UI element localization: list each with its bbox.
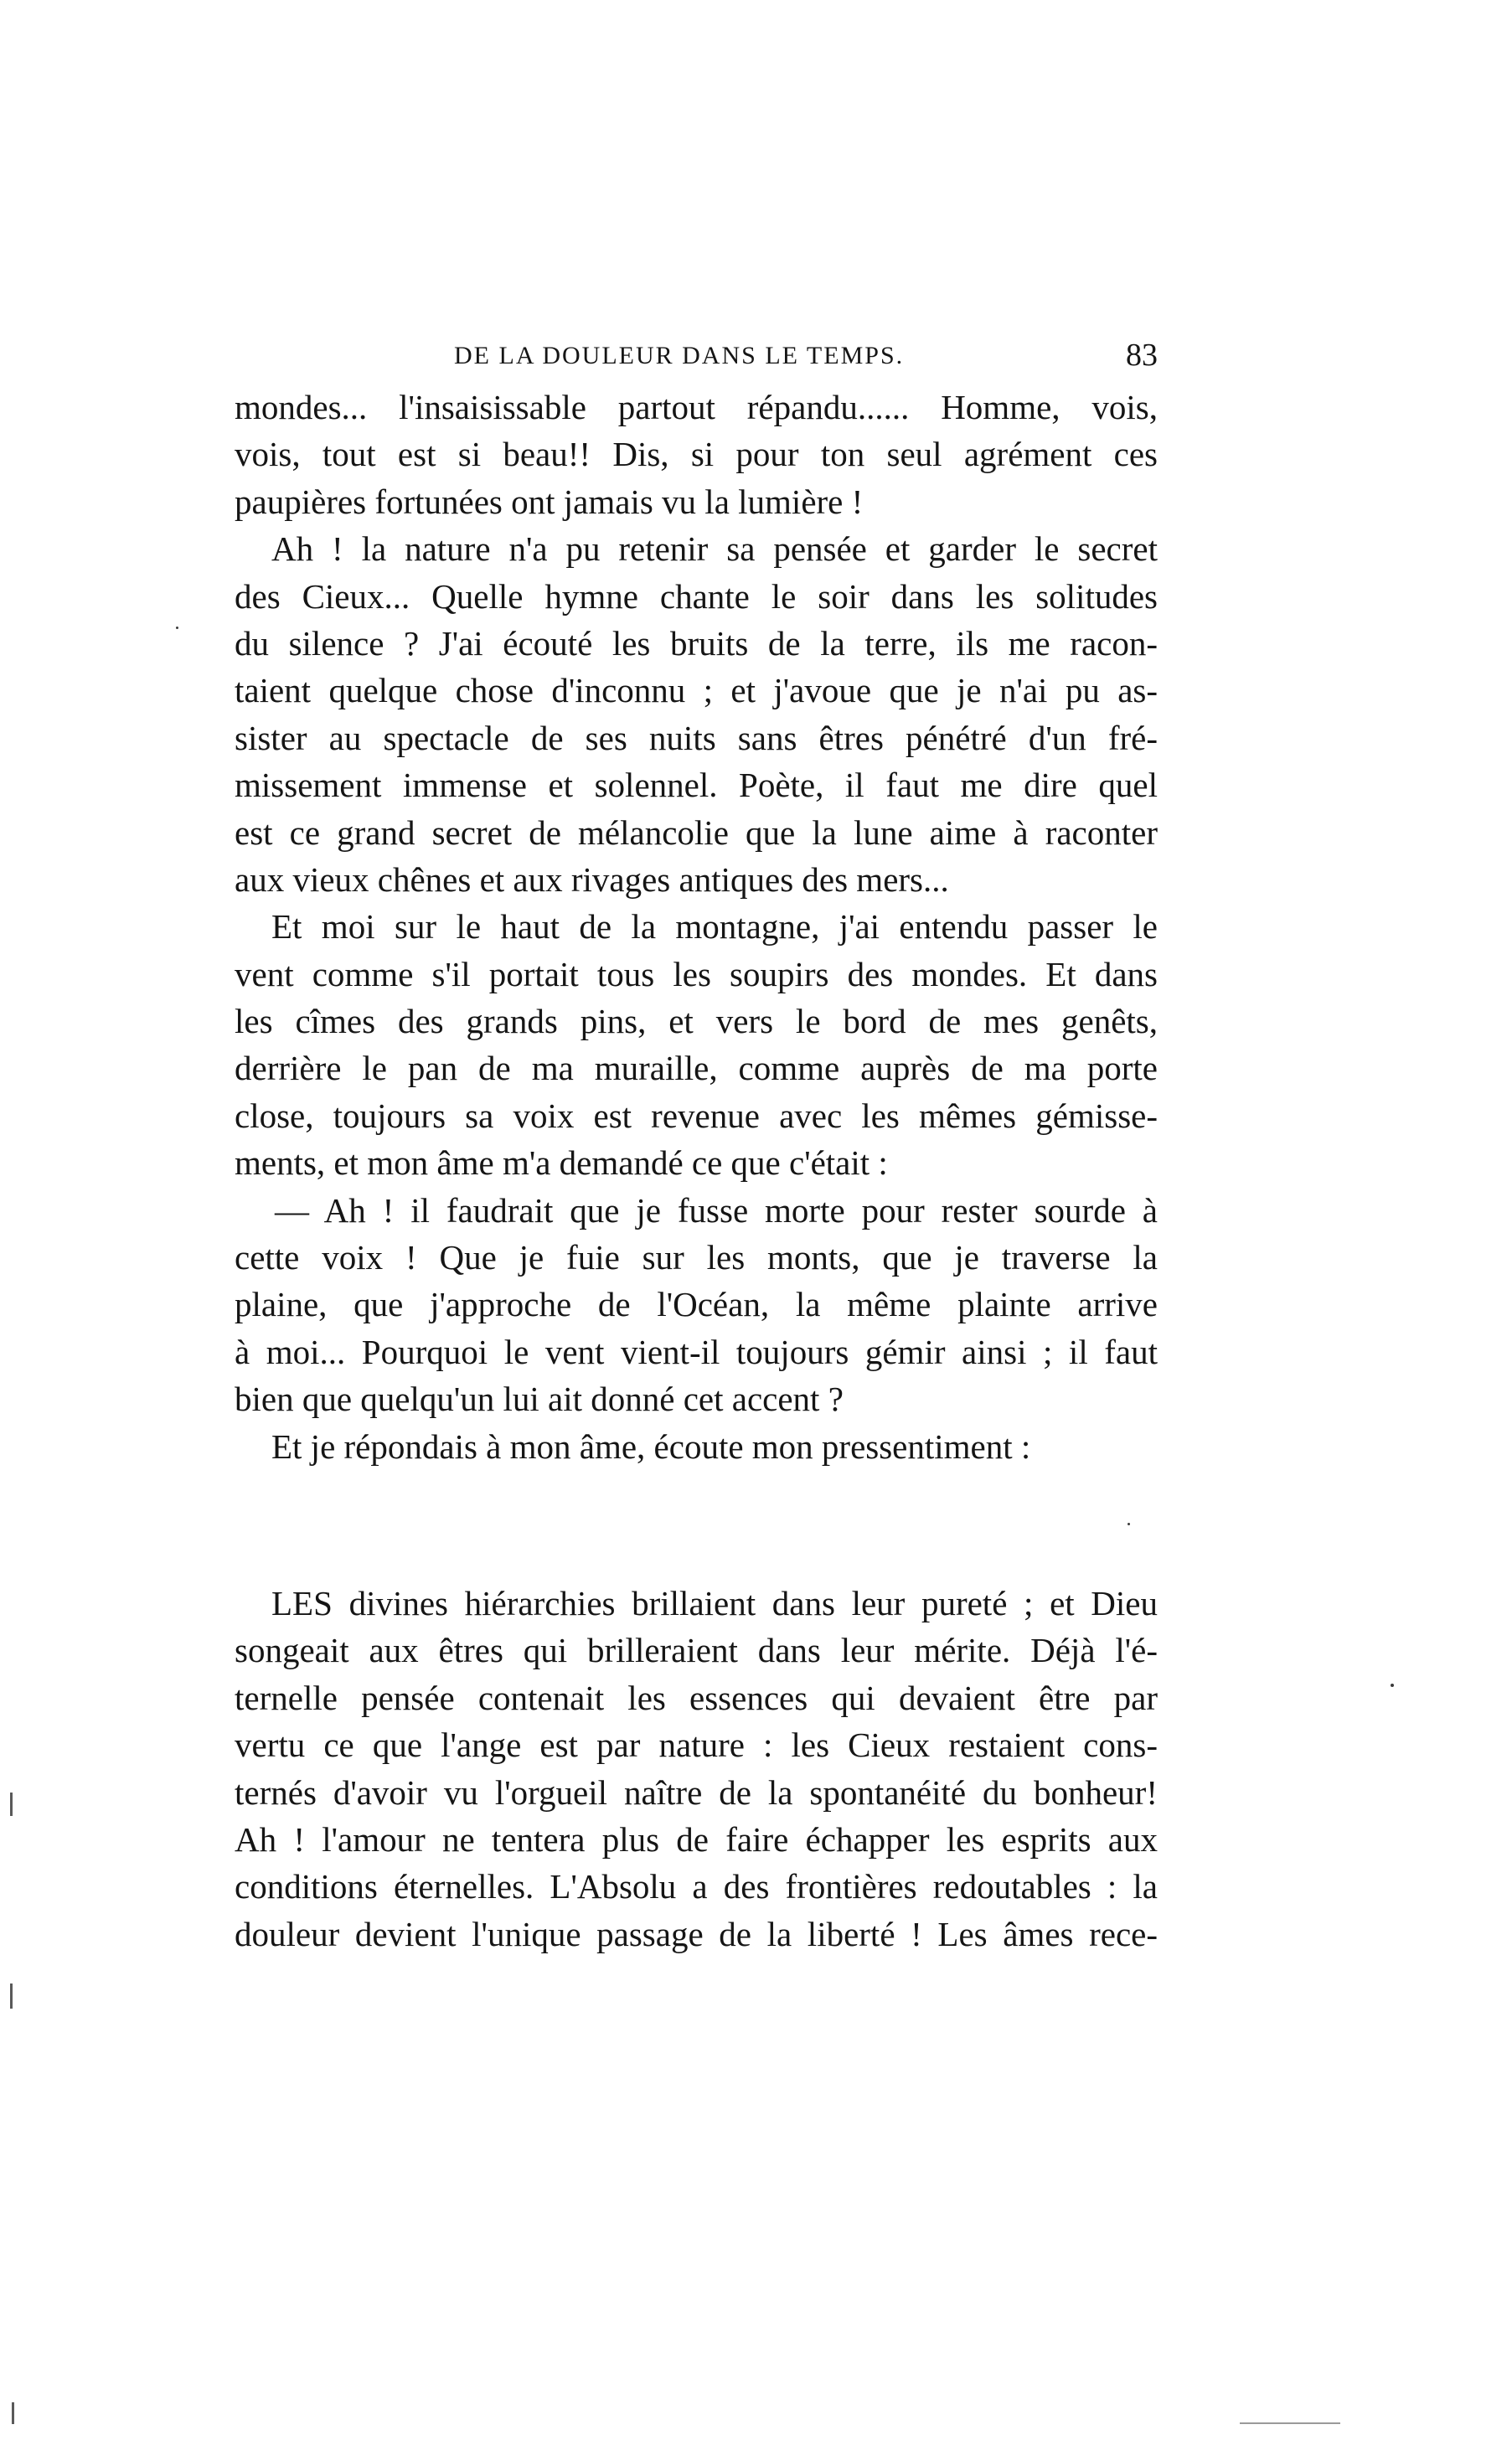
text-line: bien que quelqu'un lui ait donné cet accent ? xyxy=(235,1380,844,1419)
text-line: derrière le pan de ma muraille, comme auprès de ma porte xyxy=(235,1049,1158,1088)
text-line: douleur devient l'unique passage de la liberté ! Les âmes rece- xyxy=(235,1914,1158,1953)
text-line: mondes... l'insaisissable partout répandu...... Homme, vois, xyxy=(235,388,1158,426)
text-line: songeait aux êtres qui brilleraient dans leur mérite. Déjà l'é- xyxy=(235,1631,1158,1670)
scan-speck xyxy=(176,627,178,629)
scan-margin-mark xyxy=(10,1983,13,2009)
text-line: Ah ! l'amour ne tentera plus de faire échapper les esprits aux xyxy=(235,1819,1158,1859)
scan-margin-mark xyxy=(10,1793,13,1816)
text-block-1 xyxy=(235,384,1158,1470)
first-line-text: divines hiérarchies brillaient dans leur pureté ; et Dieu xyxy=(348,1584,1158,1622)
text-line: des Cieux... Quelle hymne chante le soir dans les solitudes xyxy=(235,576,1158,616)
section-first-line xyxy=(235,1580,1158,1627)
text-line: paupières fortunées ont jamais vu la lumière ! xyxy=(235,482,864,521)
text-block-2 xyxy=(235,1580,1158,1958)
text-line: Et je répondais à mon âme, écoute mon pressentiment : xyxy=(271,1426,1031,1466)
text-line: vois, tout est si beau!! Dis, si pour ton seul agrément ces xyxy=(235,435,1158,474)
text-line: conditions éternelles. L'Absolu a des frontières redoutables : la xyxy=(235,1867,1158,1906)
lead-capital: LES xyxy=(271,1584,333,1622)
text-line: — Ah ! il faudrait que je fusse morte pour rester sourde à xyxy=(275,1190,1158,1230)
text-line: Ah ! la nature n'a pu retenir sa pensée et garder le secret xyxy=(271,529,1158,569)
page-number: 83 xyxy=(1126,338,1158,373)
text-line: cette voix ! Que je fuie sur les monts, que je traverse la xyxy=(235,1238,1158,1277)
text-line: ternelle pensée contenait les essences qui devaient être par xyxy=(235,1678,1158,1717)
scan-bottom-rule xyxy=(1240,2422,1340,2424)
text-line: est ce grand secret de mélancolie que la lune aime à raconter xyxy=(235,812,1158,852)
text-line: les cîmes des grands pins, et vers le bord de mes genêts, xyxy=(235,1002,1158,1041)
text-line: taient quelque chose d'inconnu ; et j'avoue que je n'ai pu as- xyxy=(235,671,1158,710)
text-line: aux vieux chênes et aux rivages antiques des mers... xyxy=(235,859,949,899)
text-line: plaine, que j'approche de l'Océan, la même plainte arrive xyxy=(235,1285,1158,1324)
scan-speck xyxy=(1391,1684,1394,1687)
text-line: du silence ? J'ai écouté les bruits de la terre, ils me racon- xyxy=(235,623,1158,663)
page-header xyxy=(235,337,1158,379)
text-line: missement immense et solennel. Poète, il faut me dire quel xyxy=(235,766,1158,805)
scan-speck xyxy=(1128,1523,1130,1525)
text-line: Et moi sur le haut de la montagne, j'ai entendu passer le xyxy=(271,907,1158,947)
text-line: vertu ce que l'ange est par nature : les Cieux restaient cons- xyxy=(235,1726,1158,1765)
running-title: DE LA DOULEUR DANS LE TEMPS. xyxy=(454,342,905,369)
text-line: close, toujours sa voix est revenue avec les mêmes gémisse- xyxy=(235,1096,1158,1135)
text-line: sister au spectacle de ses nuits sans êtres pénétré d'un fré- xyxy=(235,718,1158,757)
text-line: à moi... Pourquoi le vent vient-il toujours gémir ainsi ; il faut xyxy=(235,1332,1158,1371)
scan-margin-mark xyxy=(12,2402,14,2424)
text-line: ternés d'avoir vu l'orgueil naître de la spontanéité du bonheur! xyxy=(235,1772,1158,1812)
text-line: ments, et mon âme m'a demandé ce que c'était : xyxy=(235,1143,888,1183)
text-line: vent comme s'il portait tous les soupirs des mondes. Et dans xyxy=(235,954,1158,993)
